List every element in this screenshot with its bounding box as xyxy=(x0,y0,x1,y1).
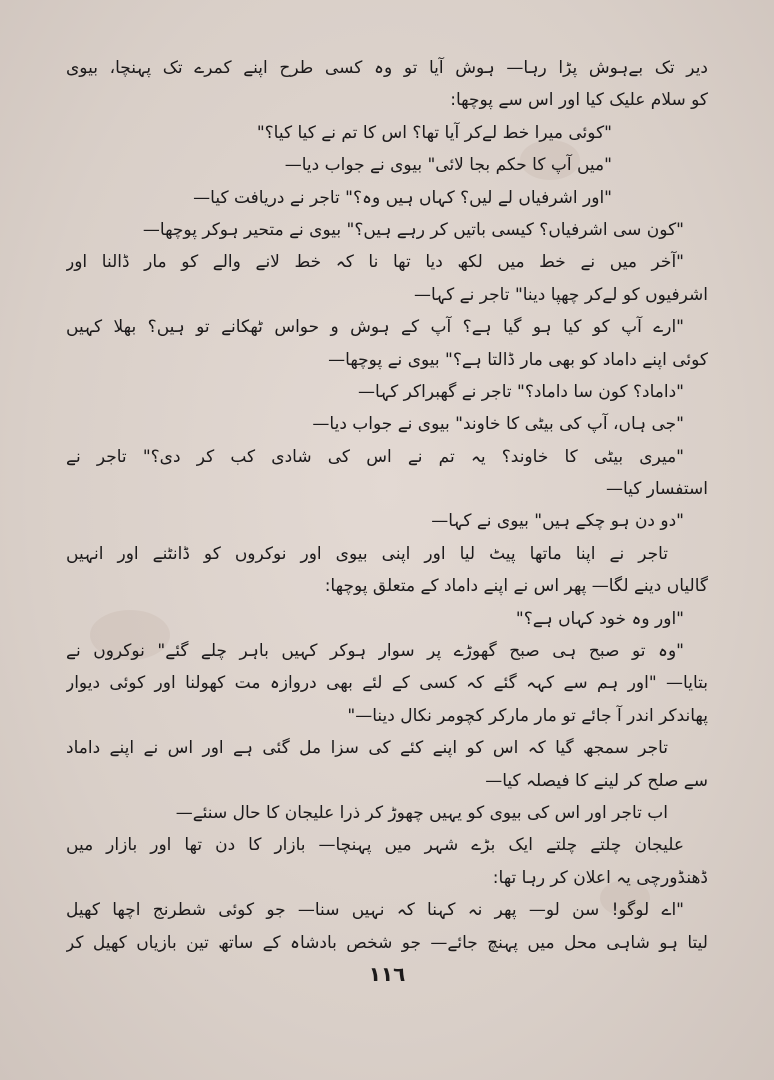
text-line: دیر تک بےہوش پڑا رہا— ہوش آیا تو وہ کسی طرح اپنے کمرے تک پہنچا، بیوی xyxy=(66,58,708,78)
text-line: "اور اشرفیاں لے لیں؟ کہاں ہیں وہ؟" تاجر نے دریافت کیا— xyxy=(193,187,612,208)
body-text xyxy=(66,52,708,959)
text-line: "جی ہاں، آپ کی بیٹی کا خاوند" بیوی نے جواب دیا— xyxy=(312,414,684,435)
text-line: اشرفیوں کو لےکر چھپا دینا" تاجر نے کہا— xyxy=(414,284,708,305)
text-line: کو سلام علیک کیا اور اس سے پوچھا: xyxy=(450,90,708,111)
text-line: "کوئی میرا خط لےکر آیا تھا؟ اس کا تم نے کیا کیا؟" xyxy=(256,122,612,143)
text-line: "دو دن ہو چکے ہیں" بیوی نے کہا— xyxy=(431,511,684,532)
text-line: پھاندکر اندر آ جائے تو مار مارکر کچومر نکال دینا—" xyxy=(347,705,708,726)
text-line: اب تاجر اور اس کی بیوی کو یہیں چھوڑ کر ذرا علیجان کا حال سنئے— xyxy=(175,802,668,823)
text-line: سے صلح کر لینے کا فیصلہ کیا— xyxy=(485,770,708,791)
text-line: "کون سی اشرفیاں؟ کیسی باتیں کر رہے ہیں؟" بیوی نے متحیر ہوکر پوچھا— xyxy=(142,219,684,240)
text-line: "وہ تو صبح ہی صبح گھوڑے پر سوار ہوکر کہیں باہر چلے گئے" نوکروں نے xyxy=(66,641,684,662)
text-line: "اور وہ خود کہاں ہے؟" xyxy=(515,608,684,629)
text-line: "اے لوگو! سن لو— پھر نہ کہنا کہ نہیں سنا— جو کوئی شطرنج اچھا کھیل xyxy=(66,900,684,921)
text-line: کوئی اپنے داماد کو بھی مار ڈالتا ہے؟" بیوی نے پوچھا— xyxy=(328,349,708,370)
text-line: بتایا— "اور ہم سے کہہ گئے کہ کسی کے لئے بھی دروازہ مت کھولنا اور کوئی دیوار xyxy=(66,673,708,694)
text-line: استفسار کیا— xyxy=(605,479,708,500)
text-line: گالیاں دینے لگا— پھر اس نے اپنے داماد کے متعلق پوچھا: xyxy=(324,576,708,597)
text-line: تاجر نے اپنا ماتھا پیٹ لیا اور اپنی بیوی اور نوکروں کو ڈانٹنے اور انہیں xyxy=(66,543,668,564)
text-line: علیجان چلتے چلتے ایک بڑے شہر میں پہنچا— بازار کا دن تھا اور بازار میں xyxy=(66,835,684,856)
text-line: "داماد؟ کون سا داماد؟" تاجر نے گھبراکر کہا— xyxy=(358,381,684,402)
text-line: "ارے آپ کو کیا ہو گیا ہے؟ آپ کے ہوش و حواس ٹھکانے تو ہیں؟ بھلا کہیں xyxy=(66,317,684,338)
text-line: "میں آپ کا حکم بجا لائی" بیوی نے جواب دیا— xyxy=(284,155,612,176)
text-line: لیتا ہو شاہی محل میں پہنچ جائے— جو شخص بادشاہ کے ساتھ تین بازیاں کھیل کر xyxy=(66,932,708,953)
page-number: ۱۱٦ xyxy=(368,962,406,986)
text-line: ڈھنڈورچی یہ اعلان کر رہا تھا: xyxy=(492,867,708,888)
text-line: تاجر سمجھ گیا کہ اس کو اپنے کئے کی سزا مل گئی ہے اور اس نے اپنے داماد xyxy=(66,738,668,759)
text-line: "میری بیٹی کا خاوند؟ یہ تم نے اس کی شادی کب کر دی؟" تاجر نے xyxy=(66,446,684,467)
text-line: "آخر میں نے خط میں لکھ دیا تھا نا کہ خط لانے والے کو مار ڈالنا اور xyxy=(66,252,684,273)
